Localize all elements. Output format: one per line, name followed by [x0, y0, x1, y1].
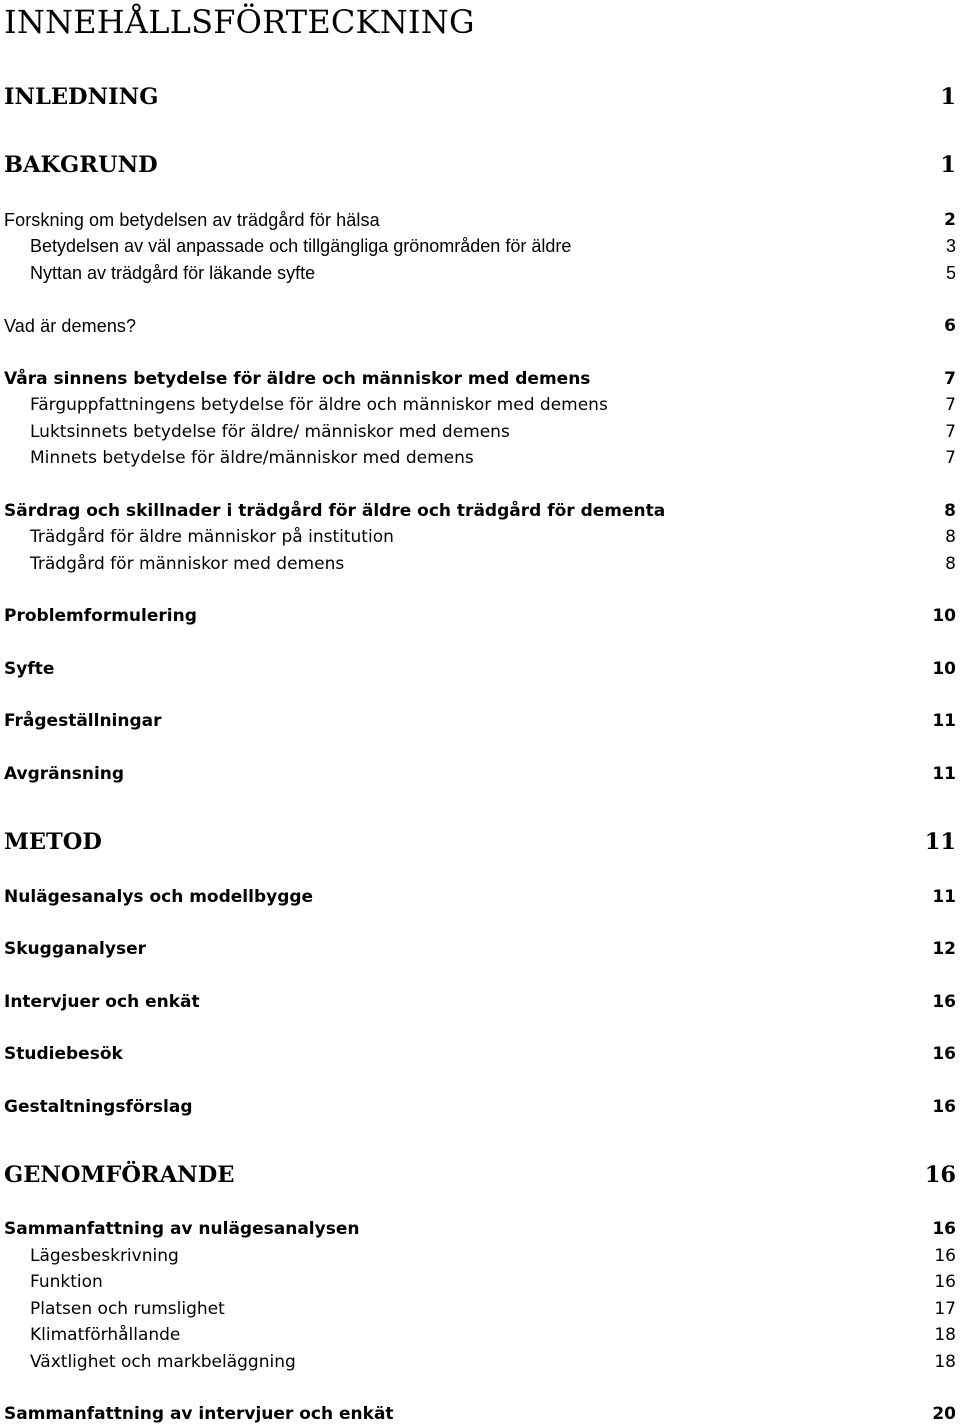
toc-entry-funktion[interactable] [30, 1268, 956, 1296]
toc-page-number: 16 [932, 1219, 956, 1239]
toc-entry-label: METOD [4, 829, 102, 855]
toc-page-number: 1 [940, 84, 956, 110]
toc-entry-farguppfattning[interactable] [30, 391, 956, 419]
toc-entry-label: Sammanfattning av intervjuer och enkät [4, 1404, 394, 1424]
toc-entry-inledning[interactable] [4, 79, 956, 115]
toc-entry-label: Intervjuer och enkät [4, 992, 200, 1012]
toc-entry-label: Färguppfattningens betydelse för äldre och människor med demens [30, 395, 608, 415]
toc-page-number: 16 [924, 1162, 956, 1188]
toc-page-number: 18 [934, 1325, 956, 1345]
toc-entry-forskning[interactable] [4, 206, 956, 234]
toc-page-number: 10 [932, 659, 956, 679]
toc-page-number: 3 [945, 235, 956, 256]
toc-page-number: 7 [945, 422, 956, 442]
toc-entry-problemformulering[interactable] [4, 602, 956, 630]
toc-page-number: 10 [932, 606, 956, 626]
toc-entry-label: Växtlighet och markbeläggning [30, 1352, 296, 1372]
toc-entry-vaxtlighet[interactable] [30, 1348, 956, 1376]
toc-entry-genomforande[interactable] [4, 1157, 956, 1193]
toc-entry-minnet[interactable] [30, 444, 956, 472]
toc-page-number: 12 [932, 939, 956, 959]
toc-page-number: 16 [932, 1044, 956, 1064]
toc-page-number: 11 [932, 711, 956, 731]
toc-entry-tradgard-demens[interactable] [30, 550, 956, 578]
toc-entry-label: Vad är demens? [4, 315, 137, 336]
toc-entry-studiebesok[interactable] [4, 1040, 956, 1068]
toc-entry-label: Våra sinnens betydelse för äldre och människor med demens [4, 369, 591, 389]
toc-entry-vad-ar-demens[interactable] [4, 312, 956, 340]
toc-entry-label: Minnets betydelse för äldre/människor med demens [30, 448, 474, 468]
toc-page-number: 17 [934, 1299, 956, 1319]
toc-entry-label: Funktion [30, 1272, 103, 1292]
toc-entry-label: Trädgård för människor med demens [30, 554, 345, 574]
toc-page-number: 7 [944, 369, 956, 389]
toc-entry-label: INLEDNING [4, 84, 159, 110]
toc-page-number: 7 [945, 448, 956, 468]
toc-entry-skugganalyser[interactable] [4, 935, 956, 963]
toc-page-number: 16 [934, 1246, 956, 1266]
toc-entry-label: Problemformulering [4, 606, 197, 626]
toc-entry-label: Betydelsen av väl anpassade och tillgängliga grönområden för äldre [30, 235, 572, 256]
toc-entry-label: Frågeställningar [4, 711, 162, 731]
toc-page-number: 16 [932, 992, 956, 1012]
toc-page-number: 11 [932, 887, 956, 907]
toc-page-number: 8 [945, 527, 956, 547]
toc-page-number: 11 [924, 829, 956, 855]
toc-entry-label: Lägesbeskrivning [30, 1246, 179, 1266]
toc-entry-luktsinnet[interactable] [30, 418, 956, 446]
toc-entry-label: GENOMFÖRANDE [4, 1162, 235, 1188]
toc-entry-avgransning[interactable] [4, 760, 956, 788]
toc-entry-nulagesanalys[interactable] [4, 883, 956, 911]
toc-entry-label: Nulägesanalys och modellbygge [4, 887, 314, 907]
toc-entry-label: Gestaltningsförslag [4, 1097, 193, 1117]
toc-page-number: 18 [934, 1352, 956, 1372]
toc-entry-nyttan[interactable] [30, 259, 956, 287]
toc-entry-label: Forskning om betydelsen av trädgård för hälsa [4, 209, 380, 230]
toc-entry-bakgrund[interactable] [4, 147, 956, 183]
toc-entry-label: Syfte [4, 659, 55, 679]
toc-entry-label: Sammanfattning av nulägesanalysen [4, 1219, 360, 1239]
toc-entry-gestaltningsforslag[interactable] [4, 1093, 956, 1121]
toc-entry-label: Avgränsning [4, 764, 125, 784]
toc-entry-syfte[interactable] [4, 655, 956, 683]
toc-entry-sammanfattning-intervjuer[interactable] [4, 1400, 956, 1428]
toc-page-number: 8 [944, 501, 956, 521]
toc-entry-platsen[interactable] [30, 1295, 956, 1323]
toc-entry-metod[interactable] [4, 824, 956, 860]
toc-entry-label: Skugganalyser [4, 939, 146, 959]
toc-title: INNEHÅLLSFÖRTECKNING [4, 3, 475, 41]
toc-page-number: 20 [932, 1404, 956, 1424]
toc-page-number: 6 [944, 316, 956, 336]
toc-entry-fragestallningar[interactable] [4, 707, 956, 735]
toc-entry-sammanfattning-nulage[interactable] [4, 1215, 956, 1243]
toc-entry-intervjuer[interactable] [4, 988, 956, 1016]
toc-entry-label: Klimatförhållande [30, 1325, 181, 1345]
toc-page-number: 16 [934, 1272, 956, 1292]
toc-entry-gronomraden[interactable] [30, 232, 956, 260]
toc-entry-sardrag[interactable] [4, 497, 956, 525]
toc-entry-label: Särdrag och skillnader i trädgård för äldre och trädgård för dementa [4, 501, 666, 521]
toc-entry-label: Platsen och rumslighet [30, 1299, 225, 1319]
toc-page-number: 7 [945, 395, 956, 415]
toc-entry-label: Studiebesök [4, 1044, 123, 1064]
toc-page-number: 8 [945, 554, 956, 574]
toc-entry-label: BAKGRUND [4, 152, 158, 178]
toc-page-number: 2 [944, 210, 956, 230]
toc-entry-klimatforhallande[interactable] [30, 1321, 956, 1349]
toc-page-number: 1 [940, 152, 956, 178]
toc-entry-label: Trädgård för äldre människor på institution [30, 527, 394, 547]
toc-page-number: 16 [932, 1097, 956, 1117]
toc-entry-label: Luktsinnets betydelse för äldre/ människor med demens [30, 422, 510, 442]
toc-entry-tradgard-institution[interactable] [30, 523, 956, 551]
toc-entry-vara-sinnen[interactable] [4, 365, 956, 393]
toc-page-number: 5 [945, 262, 956, 283]
toc-entry-lagesbeskrivning[interactable] [30, 1242, 956, 1270]
toc-entry-label: Nyttan av trädgård för läkande syfte [30, 262, 316, 283]
toc-page-number: 11 [932, 764, 956, 784]
